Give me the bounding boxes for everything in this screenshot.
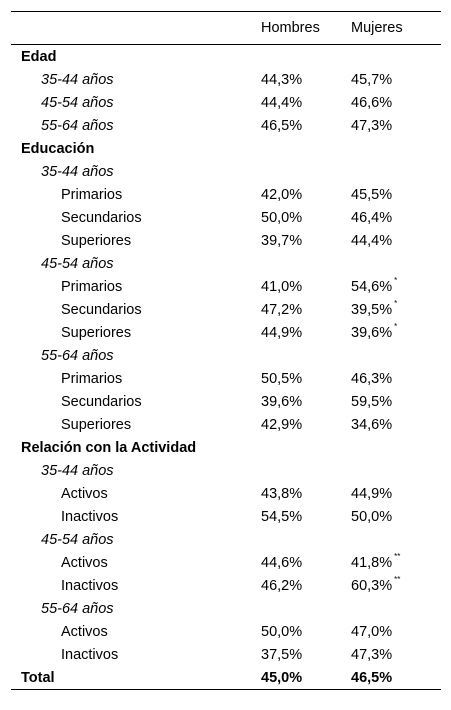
cell-mujeres-value: 47,0% — [351, 623, 393, 640]
row-label: 35-44 años — [41, 163, 114, 180]
cell-mujeres — [351, 436, 441, 459]
cell-mujeres — [351, 137, 441, 160]
row-label: Secundarios — [61, 393, 142, 410]
row-label: 45-54 años — [41, 531, 114, 548]
row-label: Activos — [61, 485, 108, 502]
significance-mark: * — [394, 299, 398, 309]
cell-mujeres — [351, 45, 441, 69]
cell-mujeres — [351, 160, 441, 183]
cell-mujeres — [351, 551, 441, 574]
cell-mujeres-value: 39,5% — [351, 301, 393, 318]
cell-hombres — [261, 344, 351, 367]
table-row — [11, 206, 441, 229]
cell-hombres — [261, 252, 351, 275]
table-row — [11, 229, 441, 252]
cell-mujeres-value: 45,5% — [351, 186, 393, 203]
cell-mujeres-value: 44,9% — [351, 485, 393, 502]
cell-hombres: 54,5% — [261, 508, 303, 525]
cell-hombres: 37,5% — [261, 646, 303, 663]
cell-mujeres-value: 45,7% — [351, 71, 393, 88]
cell-hombres: 45,0% — [261, 666, 351, 690]
cell-mujeres — [351, 528, 441, 551]
cell-hombres: 39,6% — [261, 393, 303, 410]
cell-hombres: 43,8% — [261, 485, 303, 502]
cell-mujeres — [351, 459, 441, 482]
table-body — [11, 45, 441, 690]
table-row — [11, 574, 441, 597]
cell-hombres: 46,2% — [261, 577, 303, 594]
cell-mujeres — [351, 298, 441, 321]
cell-hombres: 46,5% — [261, 117, 303, 134]
significance-mark: ** — [394, 552, 401, 562]
cell-hombres: 44,9% — [261, 324, 303, 341]
row-label: Educación — [21, 140, 95, 157]
cell-mujeres-value: 50,0% — [351, 508, 393, 525]
header-blank — [11, 12, 261, 45]
cell-hombres: 50,5% — [261, 370, 303, 387]
cell-mujeres — [351, 114, 441, 137]
cell-mujeres — [351, 275, 441, 298]
table-row — [11, 45, 441, 69]
cell-hombres: 44,4% — [261, 94, 303, 111]
cell-mujeres-value: 46,3% — [351, 370, 393, 387]
row-label: Activos — [61, 623, 108, 640]
cell-mujeres — [351, 482, 441, 505]
table-row — [11, 482, 441, 505]
cell-mujeres — [351, 413, 441, 436]
table-row — [11, 160, 441, 183]
table-row — [11, 413, 441, 436]
table-row — [11, 436, 441, 459]
row-label: Primarios — [61, 278, 123, 295]
row-label: 45-54 años — [41, 94, 114, 111]
row-label: 45-54 años — [41, 255, 114, 272]
table-row — [11, 643, 441, 666]
table-row — [11, 91, 441, 114]
table-row — [11, 298, 441, 321]
table-row — [11, 459, 441, 482]
row-label: Secundarios — [61, 301, 142, 318]
cell-hombres — [261, 160, 351, 183]
table-row — [11, 344, 441, 367]
cell-mujeres-value: 47,3% — [351, 646, 393, 663]
cell-mujeres-value: 46,5% — [351, 669, 393, 686]
table-row — [11, 137, 441, 160]
cell-hombres: 42,9% — [261, 416, 303, 433]
cell-mujeres — [351, 68, 441, 91]
table-row — [11, 275, 441, 298]
cell-hombres — [261, 436, 351, 459]
cell-mujeres-value: 59,5% — [351, 393, 393, 410]
significance-mark: * — [394, 276, 398, 286]
cell-mujeres-value: 60,3% — [351, 577, 393, 594]
table-row — [11, 620, 441, 643]
table-row — [11, 68, 441, 91]
cell-hombres: 50,0% — [261, 209, 303, 226]
cell-mujeres — [351, 505, 441, 528]
table-row — [11, 505, 441, 528]
table-row — [11, 183, 441, 206]
table-row — [11, 252, 441, 275]
cell-hombres — [261, 137, 351, 160]
cell-mujeres — [351, 367, 441, 390]
cell-hombres: 44,6% — [261, 554, 303, 571]
row-label: Primarios — [61, 370, 123, 387]
cell-mujeres — [351, 390, 441, 413]
cell-mujeres — [351, 666, 441, 690]
cell-mujeres-value: 41,8% — [351, 554, 393, 571]
table-row — [11, 114, 441, 137]
row-label: Inactivos — [61, 508, 119, 525]
cell-mujeres — [351, 643, 441, 666]
cell-hombres: 41,0% — [261, 278, 303, 295]
cell-hombres — [261, 528, 351, 551]
cell-hombres — [261, 597, 351, 620]
cell-mujeres-value: 44,4% — [351, 232, 393, 249]
cell-hombres: 47,2% — [261, 301, 303, 318]
significance-mark: ** — [394, 575, 401, 585]
table-header-row — [11, 12, 441, 45]
cell-mujeres-value: 34,6% — [351, 416, 393, 433]
cell-mujeres-value: 47,3% — [351, 117, 393, 134]
row-label: Superiores — [61, 416, 132, 433]
row-label: 35-44 años — [41, 462, 114, 479]
cell-mujeres — [351, 252, 441, 275]
row-label: Inactivos — [61, 577, 119, 594]
row-label: Superiores — [61, 232, 132, 249]
row-label: 35-44 años — [41, 71, 114, 88]
table-row — [11, 390, 441, 413]
cell-hombres: 44,3% — [261, 71, 303, 88]
cell-hombres — [261, 45, 351, 69]
cell-mujeres — [351, 620, 441, 643]
row-label: Activos — [61, 554, 108, 571]
data-table-container — [11, 11, 441, 690]
header-hombres: Hombres — [261, 12, 351, 45]
cell-hombres: 42,0% — [261, 186, 303, 203]
table-row — [11, 321, 441, 344]
row-label: Inactivos — [61, 646, 119, 663]
row-label: Edad — [21, 48, 57, 65]
cell-mujeres — [351, 597, 441, 620]
cell-mujeres-value: 39,6% — [351, 324, 393, 341]
cell-mujeres — [351, 574, 441, 597]
cell-mujeres-value: 54,6% — [351, 278, 393, 295]
cell-hombres — [261, 459, 351, 482]
table-row — [11, 367, 441, 390]
header-mujeres: Mujeres — [351, 12, 441, 45]
significance-mark: * — [394, 322, 398, 332]
cell-mujeres — [351, 321, 441, 344]
data-table — [11, 11, 441, 690]
row-label: 55-64 años — [41, 117, 114, 134]
table-row — [11, 551, 441, 574]
row-label: Relación con la Actividad — [21, 439, 197, 456]
row-label: Total — [11, 666, 261, 690]
cell-mujeres-value: 46,4% — [351, 209, 393, 226]
cell-mujeres — [351, 206, 441, 229]
cell-mujeres — [351, 344, 441, 367]
cell-hombres: 50,0% — [261, 623, 303, 640]
cell-mujeres — [351, 91, 441, 114]
row-label: Primarios — [61, 186, 123, 203]
cell-mujeres — [351, 229, 441, 252]
table-row — [11, 666, 441, 690]
table-row — [11, 528, 441, 551]
row-label: 55-64 años — [41, 600, 114, 617]
row-label: 55-64 años — [41, 347, 114, 364]
table-row — [11, 597, 441, 620]
cell-hombres: 39,7% — [261, 232, 303, 249]
cell-mujeres-value: 46,6% — [351, 94, 393, 111]
cell-mujeres — [351, 183, 441, 206]
row-label: Superiores — [61, 324, 132, 341]
row-label: Secundarios — [61, 209, 142, 226]
